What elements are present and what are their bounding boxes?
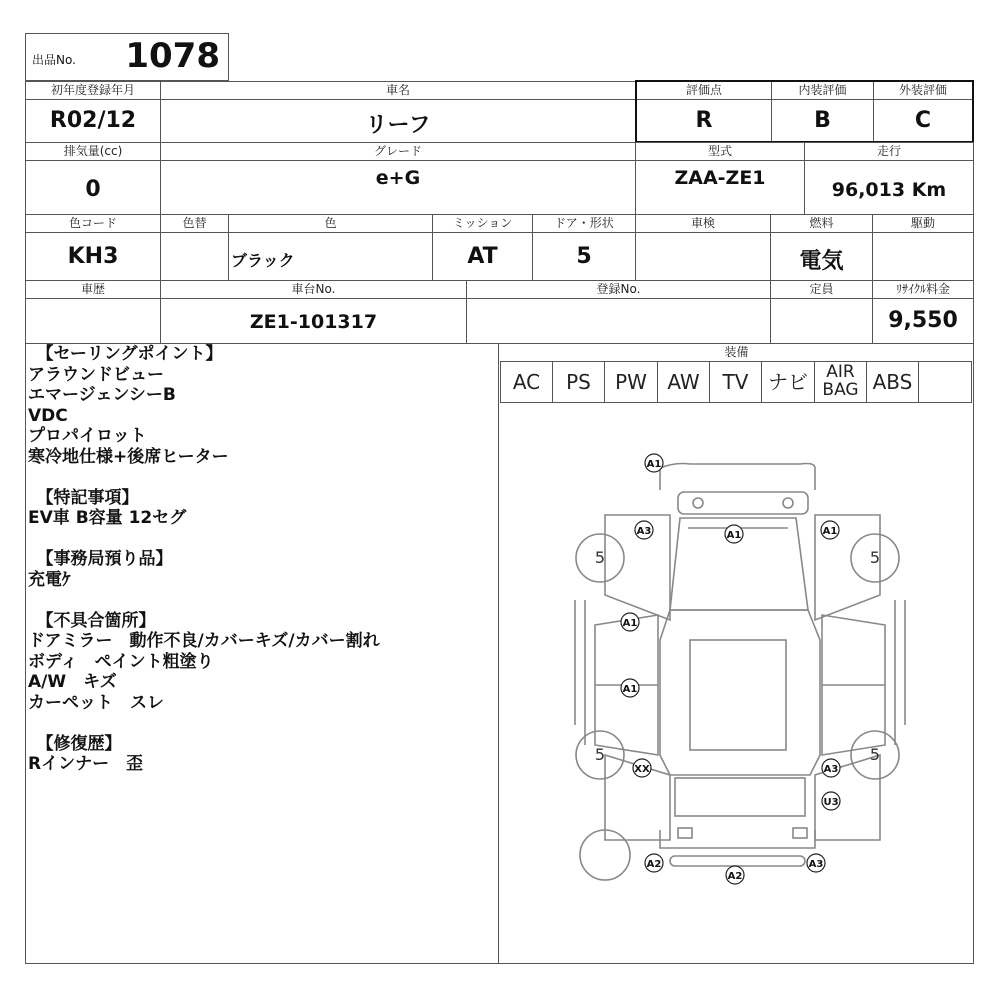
model-value: ZAA-ZE1	[674, 167, 766, 189]
note-line: 【特記事項】	[28, 487, 139, 508]
reg-no-cell	[466, 280, 771, 344]
fuel-cell	[770, 214, 873, 281]
lower-divider	[498, 343, 499, 964]
first-reg-label: 初年度登録年月	[26, 82, 160, 100]
note-line	[28, 529, 498, 550]
svg-text:XX: XX	[634, 764, 650, 775]
capacity-cell	[770, 280, 873, 344]
damage-mark	[621, 613, 639, 631]
fuel-value: 電気	[799, 249, 844, 274]
model-cell	[635, 142, 805, 215]
note-line: 【不具合箇所】	[28, 610, 156, 631]
displacement-label: 排気量(cc)	[26, 143, 160, 161]
equipment-label: 装備	[724, 345, 749, 359]
equip-abs: ABS	[867, 361, 919, 403]
tire-front-right: 5	[869, 548, 881, 567]
note-line: ドアミラー 動作不良/カバーキズ/カバー割れ	[28, 631, 380, 651]
chassis-label: 車台No.	[161, 281, 466, 299]
note-line: アラウンドビュー	[28, 364, 164, 385]
svg-text:A1: A1	[822, 526, 838, 537]
color-code-label: 色コード	[26, 215, 160, 233]
inspection-label: 車検	[636, 215, 770, 233]
exterior-label: 外装評価	[874, 82, 972, 100]
transmission-value: AT	[467, 244, 498, 269]
equip-tv: TV	[710, 361, 762, 403]
recycle-label: ﾘｻｲｸﾙ料金	[873, 281, 973, 299]
car-damage-diagram	[530, 410, 950, 930]
chassis-cell	[160, 280, 467, 344]
mileage-label: 走行	[805, 143, 973, 161]
note-line: 充電ｹ	[28, 569, 71, 590]
interior-value: B	[814, 108, 831, 133]
svg-text:A1: A1	[622, 618, 638, 629]
color-label: 色	[229, 215, 432, 233]
color-code-cell	[25, 214, 161, 281]
damage-mark	[726, 866, 744, 884]
history-label: 車歴	[26, 281, 160, 299]
displacement-value: 0	[85, 177, 101, 202]
svg-text:A3: A3	[808, 859, 824, 870]
damage-mark	[633, 759, 651, 777]
equip-right-line	[971, 361, 972, 403]
note-line: カーペット スレ	[28, 692, 164, 713]
capacity-label: 定員	[771, 281, 872, 299]
car-outline	[575, 464, 905, 881]
doors-label: ドア・形状	[533, 215, 635, 233]
equip-ac: AC	[501, 361, 553, 403]
equip-airbag: AIR BAG	[815, 361, 867, 403]
svg-text:A2: A2	[646, 859, 662, 870]
damage-mark	[645, 854, 663, 872]
mileage-value: 96,013 Km	[831, 179, 947, 201]
note-line	[28, 713, 498, 734]
svg-text:A2: A2	[727, 871, 743, 882]
note-line: 【事務局預り品】	[28, 549, 173, 569]
lot-number: 1078	[125, 36, 220, 76]
damage-mark	[822, 792, 840, 810]
grade-label: グレード	[161, 143, 635, 161]
drive-cell	[872, 214, 974, 281]
color-change-cell	[160, 214, 229, 281]
score-value: R	[695, 108, 713, 133]
exterior-value: C	[914, 108, 932, 133]
equip-blank	[919, 361, 971, 403]
equip-aw: AW	[658, 361, 710, 403]
grade-value: e+G	[375, 167, 421, 189]
displacement-cell	[25, 142, 161, 215]
car-name-label: 車名	[161, 82, 635, 100]
svg-text:A1: A1	[726, 530, 742, 541]
color-change-label: 色替	[161, 215, 228, 233]
drive-label: 駆動	[873, 215, 973, 233]
damage-mark	[807, 854, 825, 872]
note-line: A/W キズ	[28, 672, 117, 692]
doors-value: 5	[576, 244, 592, 269]
damage-mark	[645, 454, 663, 472]
fuel-label: 燃料	[771, 215, 872, 233]
chassis-value: ZE1-101317	[249, 311, 378, 333]
damage-mark	[725, 525, 743, 543]
svg-text:A1: A1	[622, 684, 638, 695]
color-value: ブラック	[231, 251, 295, 270]
equip-pw: PW	[605, 361, 658, 403]
score-label: 評価点	[637, 82, 771, 100]
svg-text:A3: A3	[823, 764, 839, 775]
color-cell	[228, 214, 433, 281]
inspection-cell	[635, 214, 771, 281]
tire-rear-right: 5	[869, 745, 881, 764]
equip-navi: ナビ	[762, 361, 815, 403]
note-line: 【セーリングポイント】	[28, 344, 223, 364]
score-group	[635, 80, 974, 143]
reg-no-label: 登録No.	[467, 281, 770, 299]
damage-mark	[621, 679, 639, 697]
lot-label: 出品No.	[32, 53, 76, 67]
recycle-value: 9,550	[888, 308, 958, 333]
note-line: プロパイロット	[28, 426, 147, 446]
note-line: EV車 B容量 12セグ	[28, 508, 187, 528]
transmission-cell	[432, 214, 533, 281]
car-name-value: リーフ	[365, 113, 431, 138]
damage-mark	[635, 521, 653, 539]
history-cell	[25, 280, 161, 344]
note-line: エマージェンシーB	[28, 385, 176, 405]
tire-rear-left: 5	[594, 745, 606, 764]
tire-front-left: 5	[594, 548, 606, 567]
color-code-value: KH3	[67, 244, 119, 269]
notes-section	[28, 344, 498, 775]
first-reg-value: R02/12	[49, 108, 137, 133]
doors-cell	[532, 214, 636, 281]
recycle-cell	[872, 280, 974, 344]
transmission-label: ミッション	[433, 215, 532, 233]
mileage-cell	[804, 142, 974, 215]
interior-label: 内装評価	[772, 82, 873, 100]
note-line: Rインナー 歪	[28, 754, 144, 774]
note-line	[28, 590, 498, 611]
svg-text:A3: A3	[636, 526, 652, 537]
damage-mark	[822, 759, 840, 777]
note-line: ボディ ペイント粗塗り	[28, 651, 214, 672]
model-label: 型式	[636, 143, 804, 161]
note-line: VDC	[28, 405, 68, 426]
first-reg-cell	[25, 81, 161, 143]
car-name-cell	[160, 81, 636, 143]
note-line: 寒冷地仕様+後席ヒーター	[28, 446, 229, 467]
lot-box	[25, 33, 229, 81]
damage-mark	[821, 521, 839, 539]
note-line	[28, 467, 498, 488]
note-line: 【修復歴】	[28, 733, 122, 754]
equip-ps: PS	[553, 361, 605, 403]
svg-text:A1: A1	[646, 459, 662, 470]
svg-text:U3: U3	[823, 797, 839, 808]
grade-cell	[160, 142, 636, 215]
